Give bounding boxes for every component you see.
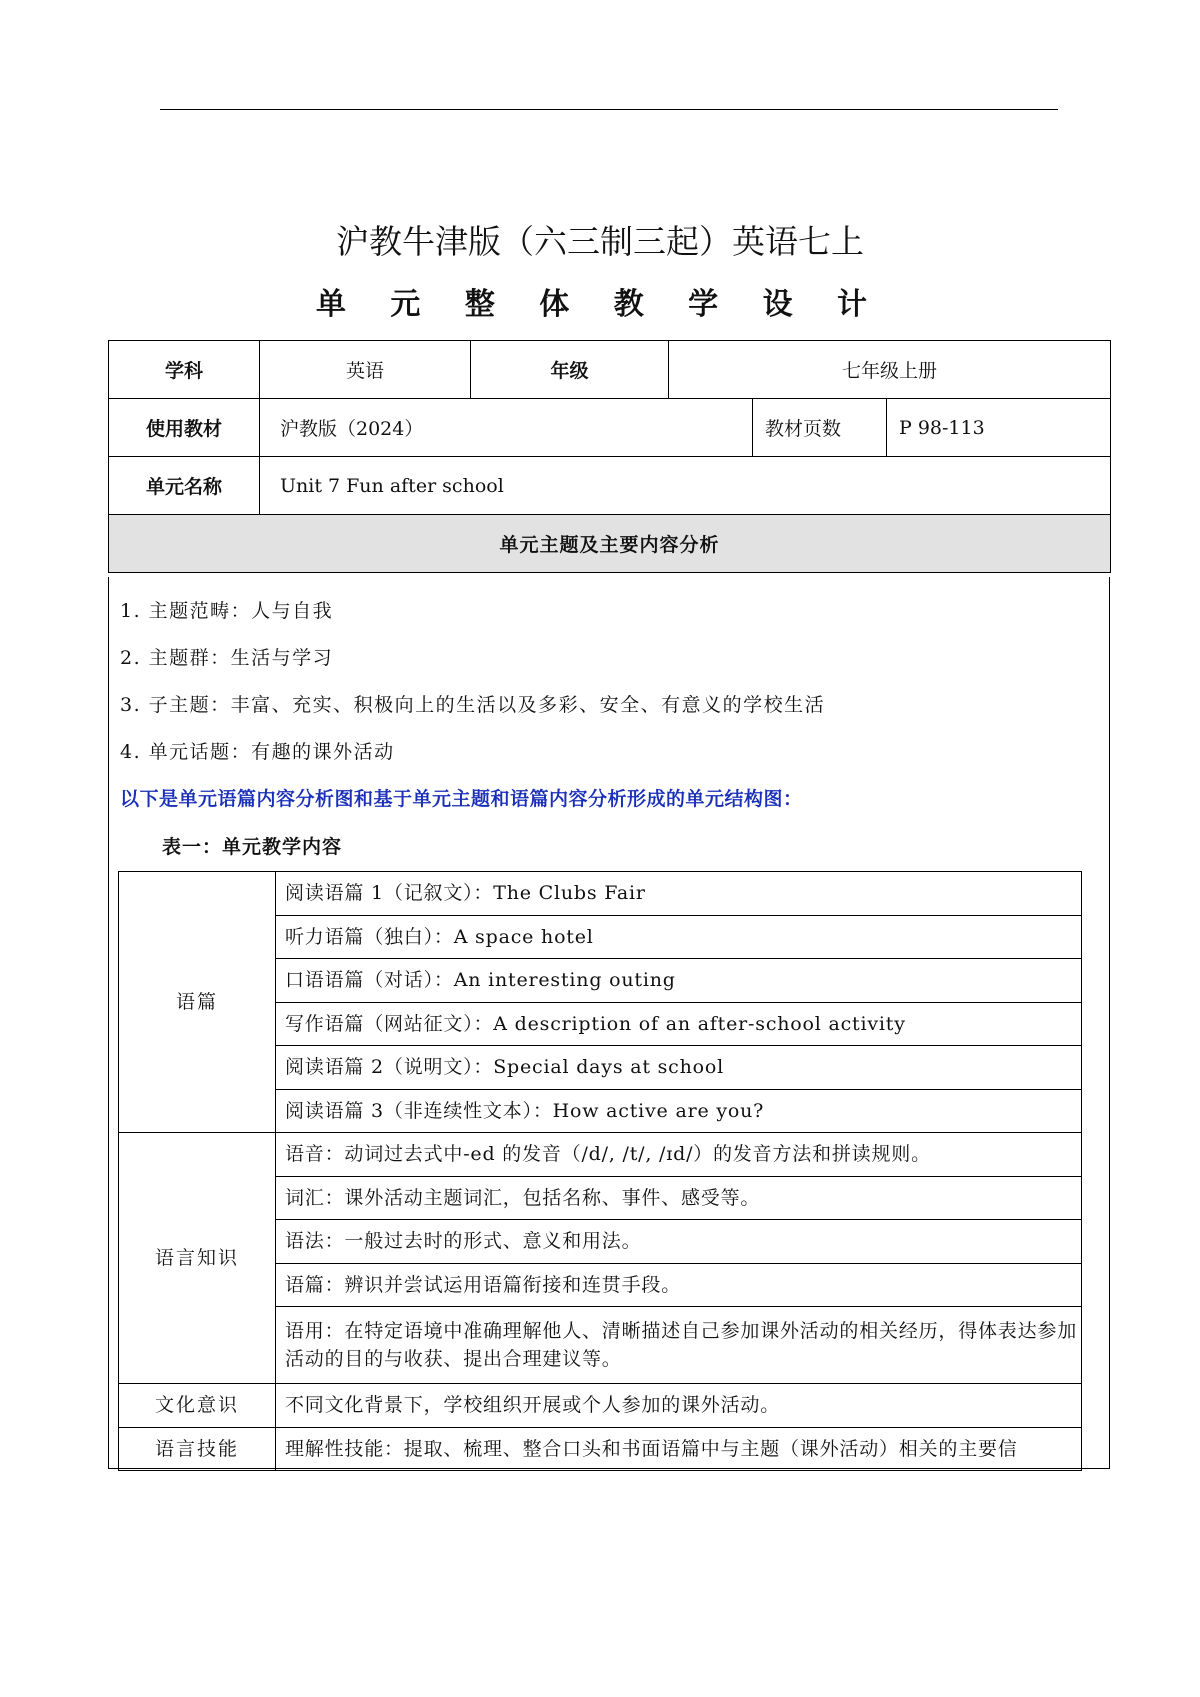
info-row-subject <box>109 341 1111 399</box>
subject-label: 学科 <box>109 341 260 399</box>
grade-value: 七年级上册 <box>669 341 1111 399</box>
textbook-value: 沪教版（2024） <box>260 399 753 457</box>
table-row <box>119 1427 1082 1471</box>
text-item: 写作语篇（网站征文）：A description of an after-school activity <box>276 1002 1082 1046</box>
table-caption: 表一：单元教学内容 <box>162 836 343 858</box>
texts-category: 语篇 <box>119 872 276 1133</box>
unit-content-table <box>118 871 1082 1471</box>
unit-label: 单元名称 <box>109 457 260 515</box>
pages-value: P 98-113 <box>887 399 1111 457</box>
unit-info-table <box>108 340 1111 573</box>
knowledge-item: 语用：在特定语境中准确理解他人、清晰描述自己参加课外活动的相关经历，得体表达参加活动的目的与收获、提出合理建议等。 <box>276 1307 1082 1384</box>
text-item: 阅读语篇 3（非连续性文本）：How active are you? <box>276 1089 1082 1133</box>
knowledge-item: 语音：动词过去式中-ed 的发音（/d/, /t/, /ɪd/）的发音方法和拼读规则。 <box>276 1133 1082 1177</box>
structure-note: 以下是单元语篇内容分析图和基于单元主题和语篇内容分析形成的单元结构图： <box>120 788 803 810</box>
knowledge-item: 词汇：课外活动主题词汇，包括名称、事件、感受等。 <box>276 1176 1082 1220</box>
analysis-item: 3. 子主题：丰富、充实、积极向上的生活以及多彩、安全、有意义的学校生活 <box>120 694 826 716</box>
skills-category: 语言技能 <box>119 1427 276 1471</box>
text-item: 听力语篇（独白）：A space hotel <box>276 915 1082 959</box>
grade-label: 年级 <box>471 341 669 399</box>
document-subtitle: 单 元 整 体 教 学 设 计 <box>315 287 885 322</box>
knowledge-item: 语法：一般过去时的形式、意义和用法。 <box>276 1220 1082 1264</box>
section-header-row <box>109 515 1111 573</box>
table-row <box>119 872 1082 916</box>
analysis-item: 2. 主题群：生活与学习 <box>120 647 334 669</box>
info-row-unit <box>109 457 1111 515</box>
culture-item: 不同文化背景下，学校组织开展或个人参加的课外活动。 <box>276 1384 1082 1428</box>
document-title: 沪教牛津版（六三制三起）英语七上 <box>336 222 864 261</box>
analysis-item: 1. 主题范畴：人与自我 <box>120 600 334 622</box>
subject-value: 英语 <box>260 341 471 399</box>
table-row <box>119 1384 1082 1428</box>
info-row-textbook <box>109 399 1111 457</box>
text-item: 阅读语篇 2（说明文）：Special days at school <box>276 1046 1082 1090</box>
unit-value: Unit 7 Fun after school <box>260 457 1111 515</box>
text-item: 阅读语篇 1（记叙文）：The Clubs Fair <box>276 872 1082 916</box>
section-title: 单元主题及主要内容分析 <box>109 515 1111 573</box>
analysis-item: 4. 单元话题：有趣的课外活动 <box>120 741 395 763</box>
textbook-label: 使用教材 <box>109 399 260 457</box>
knowledge-category: 语言知识 <box>119 1133 276 1384</box>
culture-category: 文化意识 <box>119 1384 276 1428</box>
skills-item: 理解性技能：提取、梳理、整合口头和书面语篇中与主题（课外活动）相关的主要信 <box>276 1427 1082 1471</box>
pages-label: 教材页数 <box>753 399 887 457</box>
header-rule <box>160 109 1058 110</box>
text-item: 口语语篇（对话）：An interesting outing <box>276 959 1082 1003</box>
knowledge-item: 语篇：辨识并尝试运用语篇衔接和连贯手段。 <box>276 1263 1082 1307</box>
table-row <box>119 1133 1082 1177</box>
